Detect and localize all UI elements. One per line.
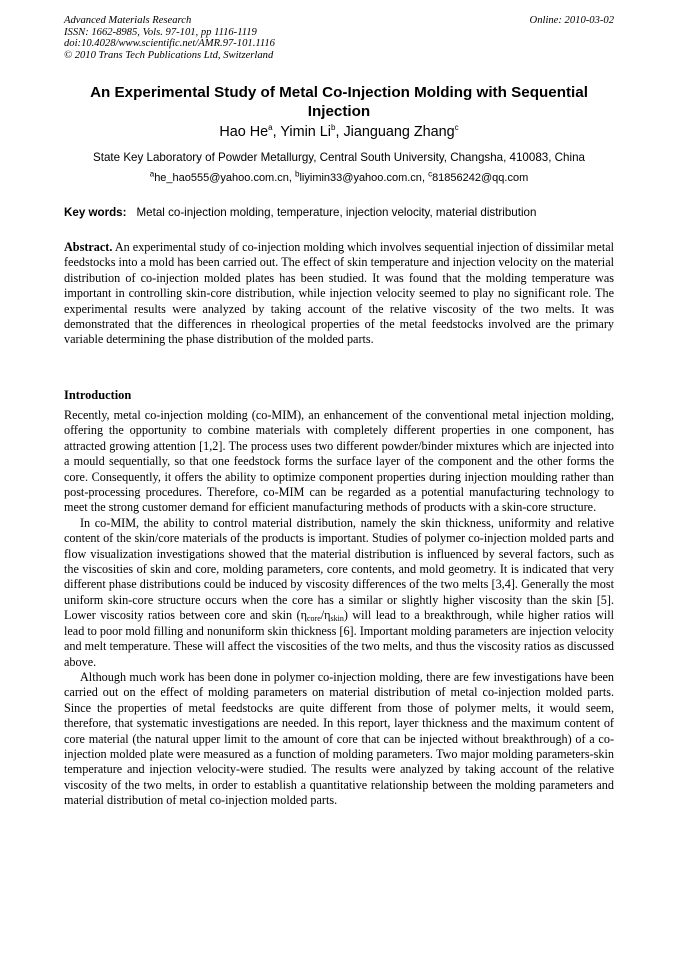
email-mark: c xyxy=(428,169,433,179)
intro-paragraph-2 xyxy=(64,516,614,670)
intro-paragraph-2-text-a: In co-MIM, the ability to control material distribution, namely the skin thickness, uniformity and relative content of the skin/core materials of the products is important. Studies of polymer co-injection molded parts and flow visualization investigations showed that the material distribution is influenced by several factors, such as the viscosities of skin and core, molding parameters, core contents, and mold geometry. It is indicated that very different phase distributions could be induced by viscosity differences of the two melts [3,4]. Generally the most uniform skin-core structure occurs when the core has a similar or slightly higher viscosity than the skin [5]. Lower viscosity ratios between core and skin ( xyxy=(64,515,614,623)
journal-header xyxy=(64,15,275,61)
affiliation: State Key Laboratory of Powder Metallurgy, Central South University, Changsha, 410083, China xyxy=(93,151,585,164)
email-list: $^a$he_hao555@yahoo.com.cn, $^b$liyimin33@yahoo.com.cn, $^c$81856242@qq.com xyxy=(149,169,529,184)
core-subscript: core xyxy=(306,614,321,624)
eta-symbol: η xyxy=(300,608,307,623)
author-name: Hao He xyxy=(219,124,269,140)
author-affil-mark: c xyxy=(454,123,459,133)
author-list: Hao He$^a$, Yimin Li$^b$, Jianguang Zhang$^c$ xyxy=(219,123,459,140)
keywords xyxy=(64,206,614,220)
journal-name: Advanced Materials Research xyxy=(64,15,192,26)
author-affil-mark: a xyxy=(268,123,273,133)
copyright-line: © 2010 Trans Tech Publications Ltd, Switzerland xyxy=(64,49,274,61)
intro-paragraph-1: Recently, metal co-injection molding (co-MIM), an enhancement of the conventional metal injection molding, offering the opportunity to combine materials with completely different properties in one component, has attracted growing attention [1,2]. The process uses two different powder/binder mixtures which are injected into a mould sequentially, so that one feedstock forms the surface layer of the component and the other forms the core. Consequently, it offers the ability to optimize component properties during injection moulding rather than post-processing procedures. Therefore, co-MIM can be regarded as a potential manufacturing technology to meet the strong customer demand for efficient manufacturing methods of products with a skin-core structure. xyxy=(64,408,614,515)
abstract xyxy=(64,240,614,348)
doi-line: doi:10.4028/www.scientific.net/AMR.97-101.1116 xyxy=(64,38,275,49)
keywords-label: Key words: xyxy=(64,206,127,219)
ratio-slash: / xyxy=(320,608,325,623)
keywords-text: Metal co-injection molding, temperature, injection velocity, material distribution xyxy=(136,206,537,219)
skin-subscript: skin xyxy=(330,614,344,624)
paper-title: An Experimental Study of Metal Co-Injection Molding with Sequential Injection xyxy=(90,84,588,120)
abstract-label: Abstract. xyxy=(64,240,113,254)
eta-symbol: η xyxy=(324,608,331,623)
abstract-text: An experimental study of co-injection molding which involves sequential injection of dissimilar metal feedstocks into a mold has been carried out. The effect of skin temperature and injection velocity on the material distribution of co-injection molded plates has been studied. It was found that the molding temperature was important in controlling skin-core distribution, while injection velocity seemed to play no significant role. The experimental results were analyzed by taking account of the relative viscosity of the two melts. It was demonstrated that the differences in rheological properties of the metal feedstocks involved are the primary variable determining the phase distribution of the molded parts. xyxy=(64,240,615,347)
intro-paragraph-2-text-b: ) will lead to a breakthrough, while higher ratios will lead to poor mold filling and nonuniform skin thickness [6]. Important molding parameters are injection velocity and melt temperature. These will affect the viscosities of the two melts, and thus the viscosity ratios as discussed above. xyxy=(64,608,614,669)
email-address: he_hao555@yahoo.com.cn xyxy=(154,172,289,184)
issn-line: ISSN: 1662-8985, Vols. 97-101, pp 1116-1119 xyxy=(64,26,257,38)
email-mark: b xyxy=(295,169,300,179)
author-affil-mark: b xyxy=(330,123,336,133)
author-name: Jianguang Zhang xyxy=(343,124,455,140)
introduction-heading: Introduction xyxy=(64,388,132,402)
author-name: Yimin Li xyxy=(280,124,331,140)
email-address: 81856242@qq.com xyxy=(432,172,529,184)
email-mark: a xyxy=(149,169,155,179)
intro-paragraph-3: Although much work has been done in polymer co-injection molding, there are few investigations have been carried out on the effect of molding parameters on material distribution of metal co-injection molded parts. Since the properties of metal feedstocks are quite different from those of polymer melts, it would seem, therefore, that systematic investigations are needed. In this report, layer thickness and the maximum content of core material (the natural upper limit to the amount of core that can be injected without breakthrough) of a co-injection molded plate were measured as a function of molding parameters. Two major molding parameters-skin temperature and injection velocity-were studied. The results were analyzed by taking account of the relative viscosity of the two melts, in order to establish a quantitative relationship between the molding parameters and material distribution of metal co-injection molded parts. xyxy=(64,669,614,808)
online-date: Online: 2010-03-02 xyxy=(529,15,614,26)
introduction-body xyxy=(64,408,614,809)
email-address: liyimin33@yahoo.com.cn xyxy=(299,172,422,184)
